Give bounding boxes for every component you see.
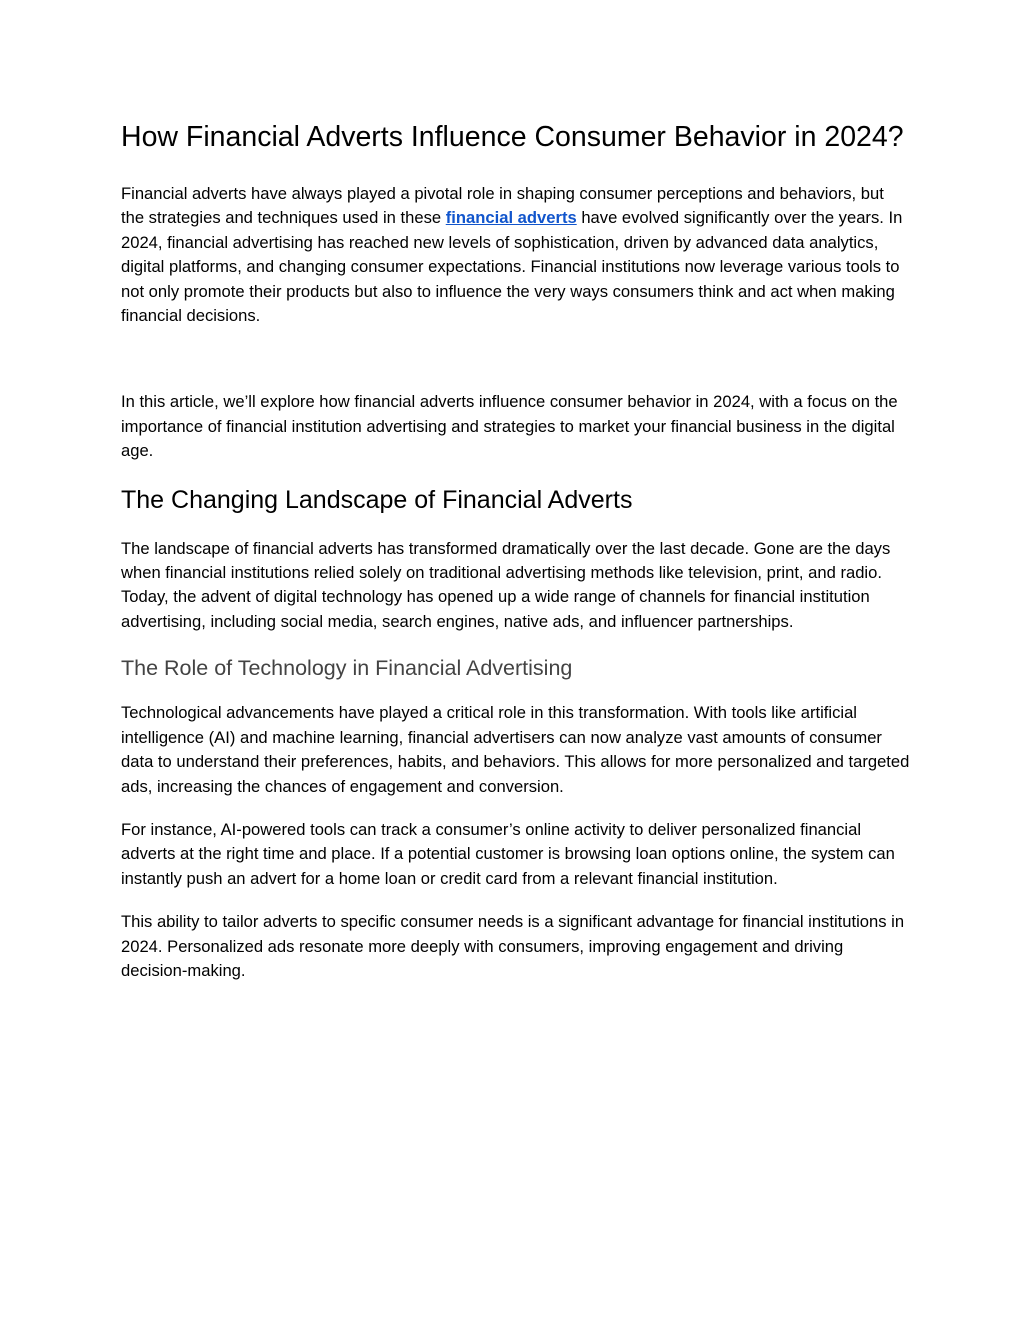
subsection-heading-technology: The Role of Technology in Financial Advertising <box>121 656 573 681</box>
technology-paragraph-2: For instance, AI-powered tools can track a consumer’s online activity to deliver personalized financial adverts at the right time and place. If a potential customer is browsing loan options online, the system can instantly push an advert for a home loan or credit card from a relevant financial institution. <box>121 819 895 888</box>
financial-adverts-link[interactable]: financial adverts <box>445 208 577 228</box>
technology-paragraph-3: This ability to tailor adverts to specific consumer needs is a significant advantage for financial institutions in 2024. Personalized ads resonate more deeply with consumers, improving engagement and driving decision-making. <box>121 912 905 980</box>
technology-paragraph-1: Technological advancements have played a critical role in this transformation. With tools like artificial intelligence (AI) and machine learning, financial advertisers can now analyze vast amounts of consumer data to understand their preferences, habits, and behaviors. This allows for more personalized and targeted ads, increasing the chances of engagement and conversion. <box>121 703 910 796</box>
page-title: How Financial Adverts Influence Consumer Behavior in 2024? <box>121 121 904 153</box>
intro-paragraph <box>121 182 911 328</box>
blank-line <box>121 347 911 390</box>
document-page <box>121 116 911 1002</box>
intro-text-after-link: have evolved significantly over the years. In 2024, financial advertising has reached new levels of sophistication, driven by advanced data analytics, digital platforms, and changing consumer expectations. Financial institutions now leverage various tools to not only promote their products but also to influence the very ways consumers think and act when making financial decisions. <box>121 208 903 326</box>
article-scope-paragraph: In this article, we’ll explore how financial adverts influence consumer behavior in 2024, with a focus on the importance of financial institution advertising and strategies to market your financial business in the digital age. <box>121 392 898 461</box>
section-heading-changing-landscape: The Changing Landscape of Financial Adverts <box>121 485 633 514</box>
changing-landscape-paragraph: The landscape of financial adverts has transformed dramatically over the last decade. Gone are the days when financial institutions relied solely on traditional advertising methods like television, print, and radio. Today, the advent of digital technology has opened up a wide range of channels for financial institution advertising, including social media, search engines, native ads, and influencer partnerships. <box>121 538 891 631</box>
intro-text-before-link: Financial adverts have always played a pivotal role in shaping consumer perceptions and behaviors, but the strategies and techniques used in these <box>121 184 884 228</box>
